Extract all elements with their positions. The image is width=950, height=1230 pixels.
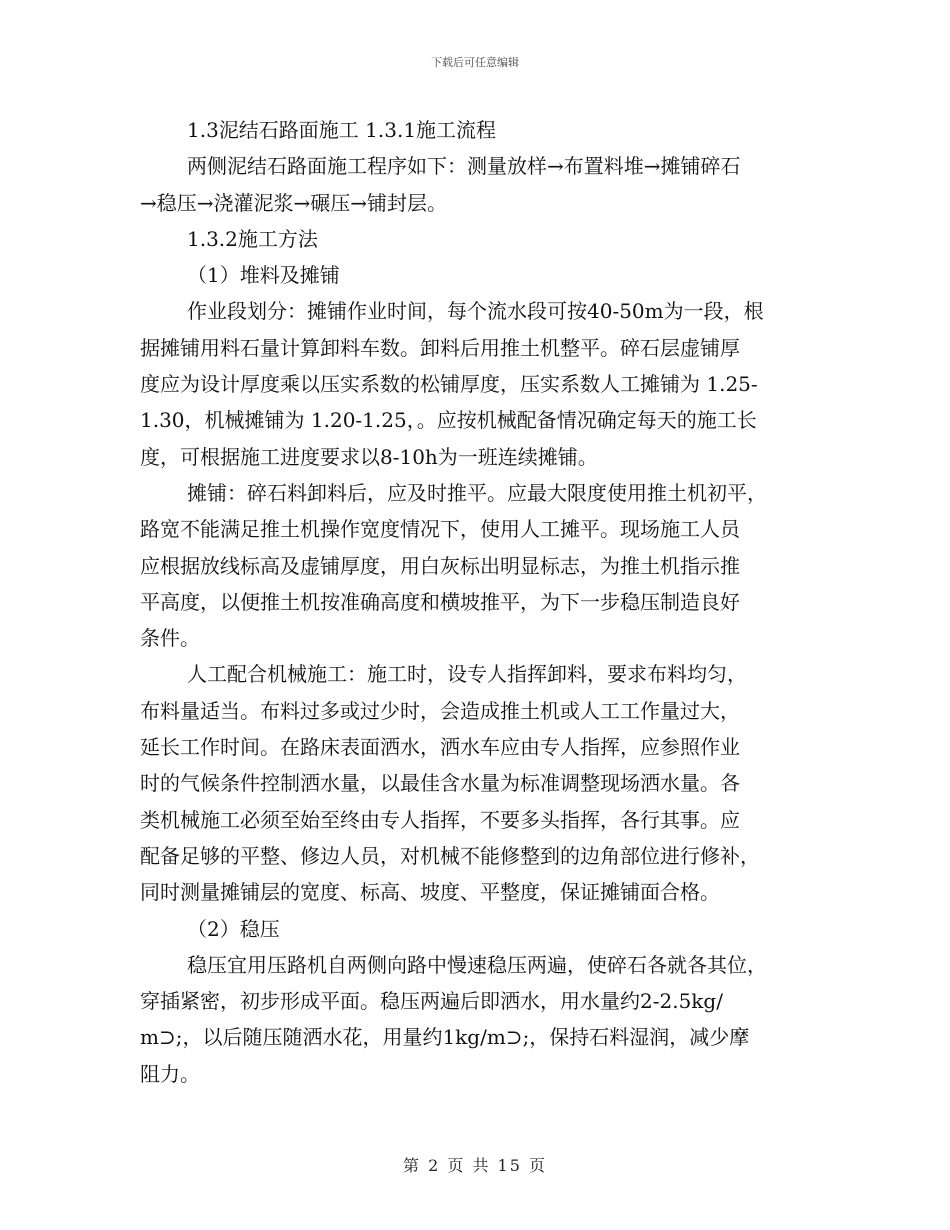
text-line: m⊃;，以后随压随洒水花，用量约1kg/m⊃;，保持石料湿润，减少摩: [140, 1025, 750, 1050]
text-line: 度，可根据施工进度要求以8-10h为一班连续摊铺。: [140, 444, 598, 469]
text-line: （1）堆料及摊铺: [187, 263, 340, 288]
text-line: 作业段划分：摊铺作业时间，每个流水段可按40-50m为一段，根: [187, 299, 764, 324]
document-body: [140, 112, 805, 1092]
text-line: 穿插紧密，初步形成平面。稳压两遍后即洒水，用水量约2-2.5kg/: [140, 989, 723, 1014]
text-line: 稳压宜用压路机自两侧向路中慢速稳压两遍，使碎石各就各其位，: [187, 952, 767, 977]
text-line: 摊铺：碎石料卸料后，应及时推平。应最大限度使用推土机初平，: [187, 480, 767, 505]
text-line: 时的气候条件控制洒水量，以最佳含水量为标准调整现场洒水量。各: [140, 771, 740, 796]
text-line: 路宽不能满足推土机操作宽度情况下，使用人工摊平。现场施工人员: [140, 517, 740, 542]
text-line: 配备足够的平整、修边人员，对机械不能修整到的边角部位进行修补，: [140, 843, 760, 868]
text-line: 布料量适当。布料过多或过少时，会造成推土机或人工工作量过大，: [140, 698, 740, 723]
text-line: →稳压→浇灌泥浆→碾压→铺封层。: [140, 190, 448, 215]
text-line: 阻力。: [140, 1061, 200, 1086]
text-line: （2）稳压: [187, 916, 280, 941]
text-line: 1.3泥结石路面施工 1.3.1施工流程: [187, 118, 497, 142]
text-line: 人工配合机械施工：施工时，设专人指挥卸料，要求布料均匀，: [187, 662, 747, 687]
text-line: 条件。: [140, 626, 200, 651]
text-line: 据摊铺用料石量计算卸料车数。卸料后用推土机整平。碎石层虚铺厚: [140, 335, 740, 360]
text-line: 度应为设计厚度乘以压实系数的松铺厚度，压实系数人工摊铺为 1.25-: [140, 372, 758, 397]
page-footer: 第 2 页 共 15 页: [403, 1156, 547, 1175]
text-line: 类机械施工必须至始至终由专人指挥，不要多头指挥，各行其事。应: [140, 807, 740, 832]
text-line: 应根据放线标高及虚铺厚度，用白灰标出明显标志，为推土机指示推: [140, 553, 740, 578]
text-line: 延长工作时间。在路床表面洒水，洒水车应由专人指挥，应参照作业: [140, 735, 740, 760]
text-line: 同时测量摊铺层的宽度、标高、坡度、平整度，保证摊铺面合格。: [140, 880, 720, 905]
text-line: 1.30，机械摊铺为 1.20-1.25，。应按机械配备情况确定每天的施工长: [140, 408, 757, 433]
text-line: 1.3.2施工方法: [187, 226, 318, 251]
page-header: 下载后可任意编辑: [431, 56, 519, 69]
text-line: 两侧泥结石路面施工程序如下：测量放样→布置料堆→摊铺碎石: [187, 154, 741, 179]
text-line: 平高度，以便推土机按准确高度和横坡推平，为下一步稳压制造良好: [140, 589, 740, 614]
